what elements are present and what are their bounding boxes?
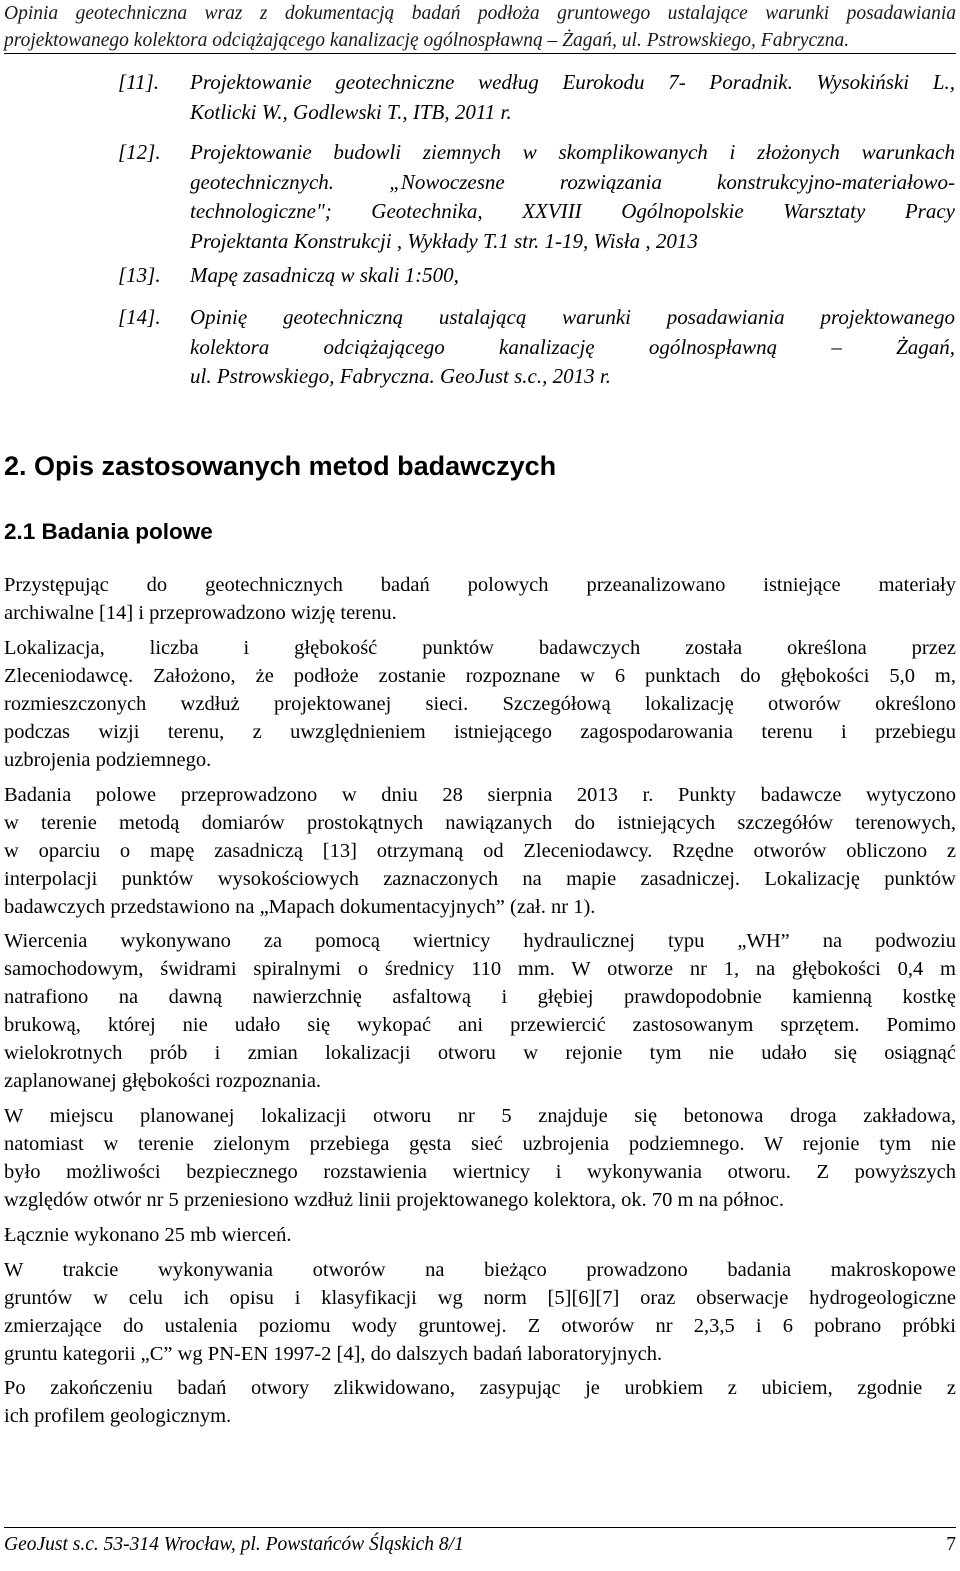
paragraph-line: natomiast w terenie zielonym przebiega gęsta sieć uzbrojenia podziemnego. W rejonie tym nie	[4, 1133, 956, 1155]
reference-line: Kotlicki W., Godlewski T., ITB, 2011 r.	[190, 99, 512, 124]
reference-number: [11].	[118, 70, 160, 94]
reference-line: Projektanta Konstrukcji , Wykłady T.1 str. 1-19, Wisła , 2013	[190, 228, 698, 253]
paragraph-line: Zleceniodawcę. Założono, że podłoże zostanie rozpoznane w 6 punktach do głębokości 5,0 m,	[4, 665, 956, 687]
paragraph-line: Lokalizacja, liczba i głębokość punktów badawczych została określona przez	[4, 637, 956, 659]
paragraph-line: Łącznie wykonano 25 mb wierceń.	[4, 1224, 292, 1246]
body-paragraph	[4, 571, 956, 627]
reference-line: Opinię geotechniczną ustalającą warunki posadawiania projektowanego	[190, 305, 955, 329]
reference-line: kolektora odciążającego kanalizację ogólnospławną – Żagań,	[190, 334, 955, 359]
body-paragraph	[4, 927, 956, 1095]
body-paragraph	[4, 1102, 956, 1214]
subsection-heading: 2.1 Badania polowe	[4, 519, 213, 544]
paragraph-line: interpolacji punktów wysokościowych zaznaczonych na mapie zasadniczej. Lokalizację punktów	[4, 868, 956, 890]
reference-entry	[190, 138, 955, 256]
section-heading: 2. Opis zastosowanych metod badawczych	[4, 451, 557, 481]
reference-line: geotechnicznych. „Nowoczesne rozwiązania konstrukcyjno-materiałowo-	[190, 169, 955, 194]
paragraph-line: Przystępując do geotechnicznych badań polowych przeanalizowano istniejące materiały	[4, 574, 956, 596]
header-line-1: Opinia geotechniczna wraz z dokumentacją badań podłoża gruntowego ustalające warunki posadawiania	[4, 3, 956, 24]
body-paragraph	[4, 1221, 956, 1249]
paragraph-line: badawczych przedstawiono na „Mapach dokumentacyjnych” (zał. nr 1).	[4, 896, 596, 918]
paragraph-line: ich profilem geologicznym.	[4, 1405, 232, 1427]
paragraph-line: archiwalne [14] i przeprowadzono wizję terenu.	[4, 602, 397, 624]
paragraph-line: wielokrotnych prób i zmian lokalizacji otworu w rejonie tym nie udało się osiągnąć	[4, 1042, 956, 1064]
paragraph-line: W trakcie wykonywania otworów na bieżąco prowadzono badania makroskopowe	[4, 1259, 956, 1281]
reference-line: Mapę zasadniczą w skali 1:500,	[190, 263, 459, 287]
header-divider	[4, 53, 956, 54]
body-paragraph	[4, 1374, 956, 1430]
footer-address: GeoJust s.c. 53-314 Wrocław, pl. Powstańców Śląskich 8/1	[4, 1534, 464, 1555]
reference-line: ul. Pstrowskiego, Fabryczna. GeoJust s.c., 2013 r.	[190, 364, 611, 388]
footer-divider	[4, 1527, 956, 1528]
paragraph-line: samochodowym, świdrami spiralnymi o średnicy 110 mm. W otworze nr 1, na głębokości 0,4 m	[4, 958, 956, 980]
reference-number: [12].	[118, 140, 161, 164]
reference-line: Projektowanie budowli ziemnych w skomplikowanych i złożonych warunkach	[190, 140, 955, 164]
reference-line: Projektowanie geotechniczne według Eurokodu 7- Poradnik. Wysokiński L.,	[190, 70, 955, 94]
paragraph-line: gruntów w celu ich opisu i klasyfikacji wg norm [5][6][7] oraz obserwacje hydrogeologiczne	[4, 1287, 956, 1309]
reference-entry	[190, 303, 955, 392]
paragraph-line: zaplanowanej głębokości rozpoznania.	[4, 1070, 322, 1092]
paragraph-line: rozmieszczonych wzdłuż projektowanej sieci. Szczegółową lokalizację otworów określono	[4, 693, 956, 715]
running-header	[4, 0, 956, 54]
paragraph-line: w terenie metodą domiarów prostokątnych nawiązanych do istniejących szczegółów terenowych,	[4, 812, 956, 834]
paragraph-line: Po zakończeniu badań otwory zlikwidowano, zasypując je urobkiem z ubiciem, zgodnie z	[4, 1377, 956, 1399]
paragraph-line: Badania polowe przeprowadzono w dniu 28 sierpnia 2013 r. Punkty badawcze wytyczono	[4, 784, 956, 806]
reference-line: technologiczne"; Geotechnika, XXVIII Ogólnopolskie Warsztaty Pracy	[190, 199, 955, 223]
paragraph-line: uzbrojenia podziemnego.	[4, 749, 212, 771]
header-line-2: projektowanego kolektora odciążającego kanalizację ogólnospławną – Żagań, ul. Pstrowskiego, Fabryczna.	[4, 30, 850, 51]
paragraph-line: względów otwór nr 5 przeniesiono wzdłuż linii projektowanego kolektora, ok. 70 m na północ.	[4, 1189, 784, 1211]
paragraph-line: gruntu kategorii „C” wg PN-EN 1997-2 [4], do dalszych badań laboratoryjnych.	[4, 1343, 663, 1365]
paragraph-line: brukową, której nie udało się wykopać ani przewiercić zastosowanym sprzętem. Pomimo	[4, 1014, 956, 1036]
reference-number: [13].	[118, 263, 161, 287]
body-paragraph	[4, 781, 956, 921]
reference-entry	[190, 261, 955, 291]
body-paragraph	[4, 634, 956, 774]
body-paragraph	[4, 1256, 956, 1368]
paragraph-line: podczas wizji terenu, z uwzględnieniem istniejącego zagospodarowania terenu i przebiegu	[4, 721, 956, 743]
reference-entry	[190, 68, 955, 127]
paragraph-line: było możliwości bezpiecznego rozstawienia wiertnicy i wykonywania otworu. Z powyższych	[4, 1161, 956, 1183]
page-number: 7	[946, 1534, 956, 1555]
paragraph-line: W miejscu planowanej lokalizacji otworu nr 5 znajduje się betonowa droga zakładowa,	[4, 1105, 956, 1127]
paragraph-line: Wiercenia wykonywano za pomocą wiertnicy hydraulicznej typu „WH” na podwoziu	[4, 930, 956, 952]
paragraph-line: w oparciu o mapę zasadniczą [13] otrzymaną od Zleceniodawcy. Rzędne otworów obliczono z	[4, 840, 956, 862]
paragraph-line: natrafiono na dawną nawierzchnię asfaltową i głębiej prawdopodobnie kamienną kostkę	[4, 986, 956, 1008]
paragraph-line: zmierzające do ustalenia poziomu wody gruntowej. Z otworów nr 2,3,5 i 6 pobrano próbki	[4, 1315, 956, 1337]
reference-number: [14].	[118, 305, 161, 329]
